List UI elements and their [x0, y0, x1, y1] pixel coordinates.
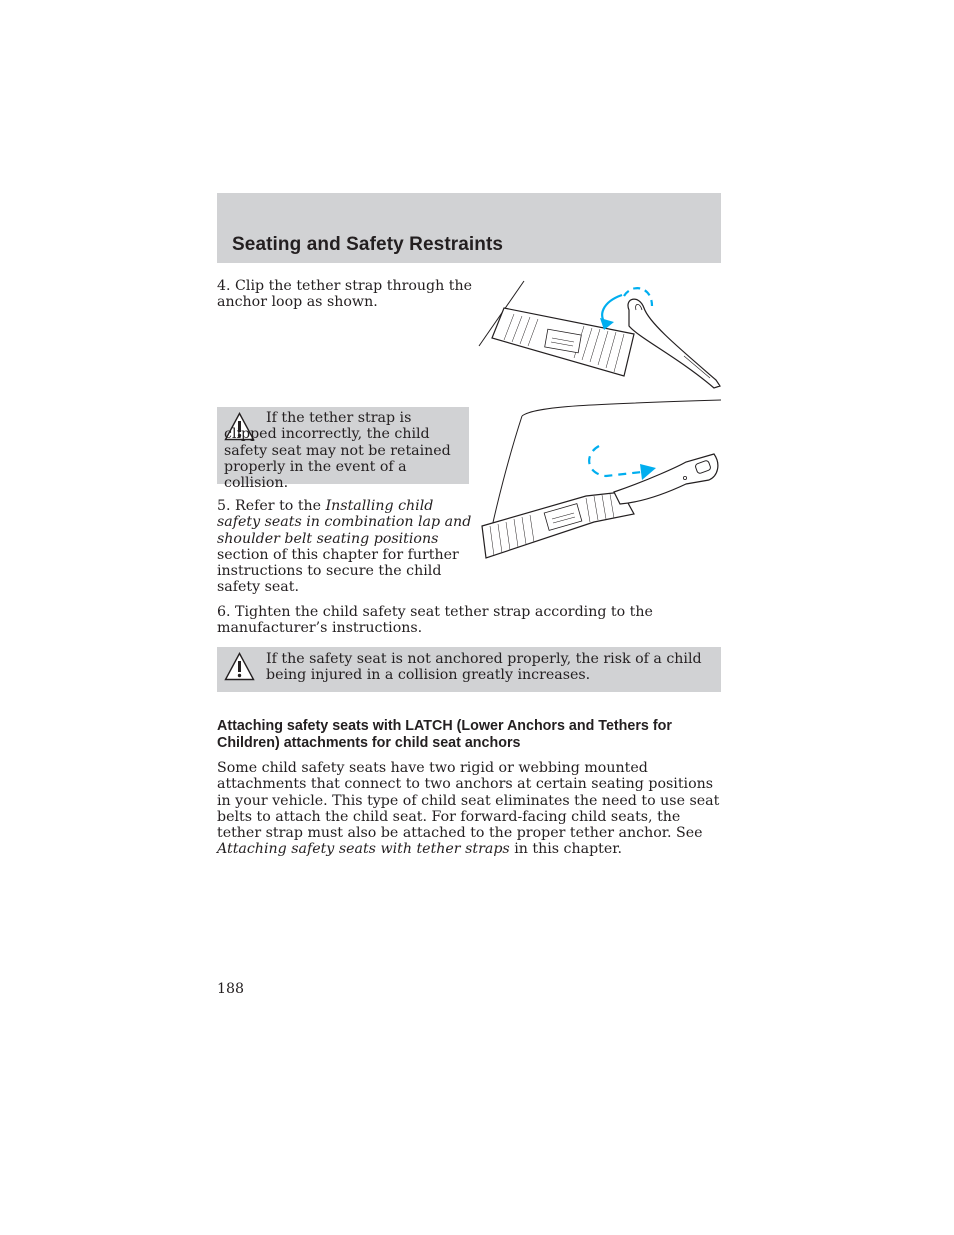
step-5-tail: section of this chapter for further instructions to secure the child safety seat.	[217, 546, 459, 596]
latch-paragraph-lead: Some child safety seats have two rigid or webbing mounted attachments that connect to two anchors at certain seating positions in your vehicle. This type of child seat eliminates the need to use seat belts to attach the child seat. For forward-facing child seats, the tether strap must also be attached to the proper tether anchor. See	[217, 760, 720, 842]
step-5-text	[217, 498, 472, 596]
warning-box-2	[217, 647, 721, 692]
page-title: Seating and Safety Restraints	[232, 234, 504, 255]
warning-text-1: If the tether strap is clipped incorrectly, the child safety seat may not be retained properly in the event of a collision.	[224, 410, 451, 492]
warning-text-2: If the safety seat is not anchored properly, the risk of a child being injured in a collision greatly increases.	[266, 651, 702, 684]
latch-heading: Attaching safety seats with LATCH (Lower Anchors and Tethers for Children) attachments for child seat anchors	[217, 718, 672, 751]
step-4-text: 4. Clip the tether strap through the anchor loop as shown.	[217, 278, 473, 311]
step-5-lead: 5. Refer to the	[217, 498, 326, 514]
warning-triangle-icon	[224, 652, 255, 681]
tether-hook-illustration	[474, 278, 724, 396]
latch-paragraph-reference: Attaching safety seats with tether straps	[217, 841, 510, 858]
step-6-text: 6. Tighten the child safety seat tether strap according to the manufacturer’s instructions.	[217, 604, 653, 637]
latch-paragraph-tail: in this chapter.	[509, 841, 623, 858]
step-5-reference: Installing child safety seats in combination lap and shoulder belt seating positions	[217, 498, 472, 547]
warning-box-1	[217, 407, 469, 492]
tether-strap-illustration	[474, 396, 724, 568]
latch-paragraph	[217, 760, 723, 858]
page-number: 188	[217, 981, 245, 997]
